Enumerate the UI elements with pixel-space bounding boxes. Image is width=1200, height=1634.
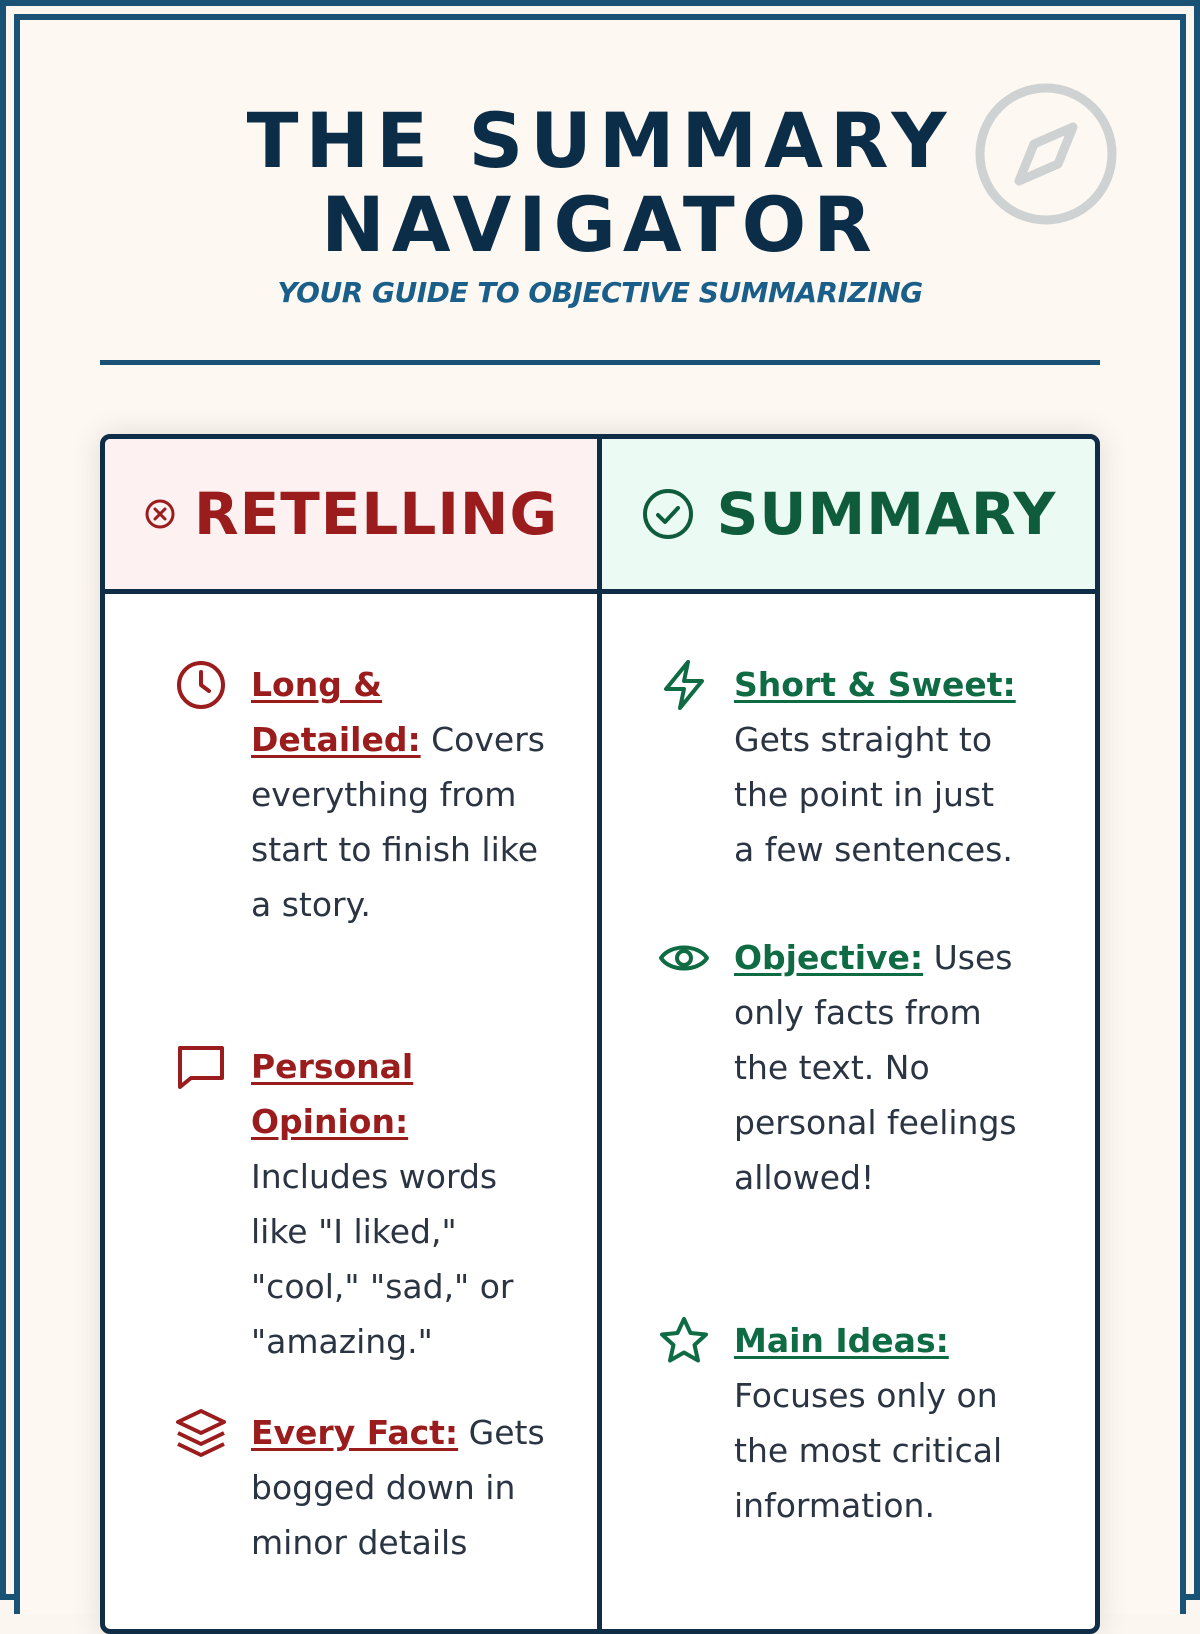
page-title-line-2: NAVIGATOR — [321, 180, 879, 269]
summary-heading: SUMMARY — [716, 480, 1057, 548]
item-text: Focuses only on the most critical information. — [734, 1376, 1003, 1525]
lightning-icon — [658, 659, 710, 711]
item-term: Short & Sweet: — [734, 665, 1016, 704]
header-divider — [100, 360, 1100, 365]
item-term: Objective: — [734, 938, 924, 977]
item-text: Gets straight to the point in just a few sentences. — [734, 720, 1013, 869]
speech-bubble-icon — [175, 1041, 227, 1093]
item-text: Covers everything from start to finish like a story. — [251, 720, 545, 924]
column-divider — [597, 439, 602, 1634]
retelling-header — [105, 439, 597, 589]
item-term: Main Ideas: — [734, 1321, 949, 1360]
layers-icon — [175, 1407, 227, 1459]
item-term: Personal Opinion: — [251, 1047, 414, 1141]
page-title-line-1: THE SUMMARY — [246, 96, 954, 185]
comparison-table — [100, 434, 1100, 1634]
item-term: Every Fact: — [251, 1413, 459, 1452]
page-subtitle: YOUR GUIDE TO OBJECTIVE SUMMARIZING — [277, 276, 923, 309]
x-circle-icon — [144, 498, 176, 530]
summary-header — [602, 439, 1095, 589]
header-row-divider — [105, 589, 1100, 594]
star-icon — [658, 1315, 710, 1367]
check-circle-icon — [641, 487, 695, 541]
eye-icon — [658, 932, 710, 984]
clock-icon — [175, 659, 227, 711]
item-term: Long & Detailed: — [251, 665, 421, 759]
item-text: Includes words like "I liked," "cool," "sad," or "amazing." — [251, 1157, 514, 1361]
item-text: Uses only facts from the text. No personal feelings allowed! — [734, 938, 1017, 1197]
compass-icon — [972, 80, 1120, 228]
item-text: Gets bogged down in minor details — [251, 1413, 545, 1562]
retelling-heading: RETELLING — [193, 480, 559, 548]
